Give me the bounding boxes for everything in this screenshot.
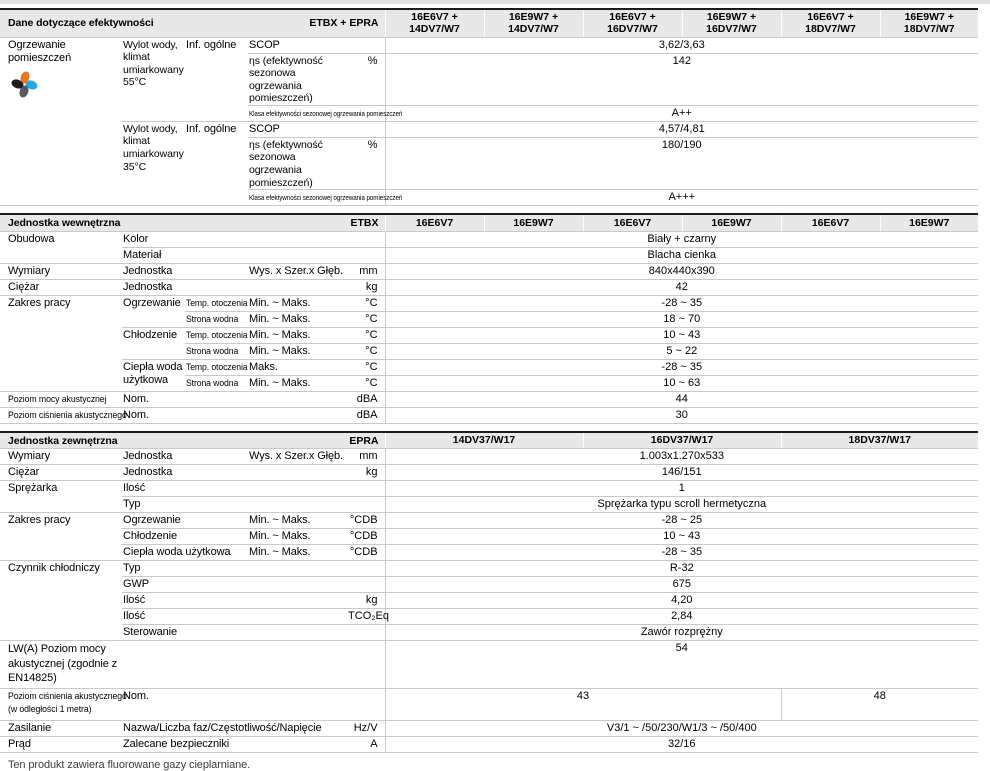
row-group-text: Poziom mocy akustycznej (8, 393, 107, 405)
unit-label: kg (348, 279, 385, 295)
value-cell: 30 (385, 407, 978, 423)
spec-label: Min. ~ Maks. (248, 545, 348, 561)
column-header (880, 9, 978, 37)
unit-label: °C (348, 295, 385, 311)
param-label: Nom. (122, 407, 348, 423)
table-row (0, 37, 978, 53)
column-header-line2: 18DV7/W7 (903, 23, 955, 36)
spec-label: Wys. x Szer.x Głęb. (248, 449, 348, 465)
row-group-label: Wymiary (0, 449, 122, 465)
param-label: Ilość (122, 481, 385, 497)
param-label: ηs (efektywność sezonowa ogrzewania pomieszczeń) (248, 53, 348, 105)
series-label: ETBX (248, 214, 385, 231)
value-cell: 10 ~ 43 (385, 529, 978, 545)
row-group-label: Zakres pracy (0, 513, 122, 561)
value-cell: V3/1 ~ /50/230/W1/3 ~ /50/400 (385, 721, 978, 737)
column-header: 16E6V7 (583, 214, 682, 231)
unit-label: dBA (348, 391, 385, 407)
column-header: 16DV37/W17 (583, 432, 781, 449)
param-label-text: Klasa efektywności sezonowej ogrzewania pomieszczeń (249, 108, 403, 118)
value-cell: -28 ~ 35 (385, 545, 978, 561)
row-group-label: Zakres pracy (0, 295, 122, 391)
param-label (185, 311, 248, 327)
param-label: SCOP (248, 121, 385, 137)
column-header-line1: 16E6V7 + (411, 10, 458, 23)
param-label: Typ (122, 561, 385, 577)
condition-label: Wylot wody, klimat umiarkowany 35°C (122, 121, 185, 205)
value-cell: 1.003x1.270x533 (385, 449, 978, 465)
value-cell: A+++ (385, 190, 978, 206)
column-header-line2: 14DV7/W7 (409, 23, 460, 36)
value-cell: 4,57/4,81 (385, 121, 978, 137)
unit-label: Hz/V (348, 721, 385, 737)
column-header-line1: 16E6V7 + (807, 10, 854, 23)
param-label: Nom. (122, 391, 348, 407)
heating-flower-icon (10, 70, 38, 98)
param-label: Jednostka (122, 279, 348, 295)
value-cell: 18 ~ 70 (385, 311, 978, 327)
value-cell: 10 ~ 43 (385, 327, 978, 343)
table-row (0, 641, 978, 689)
table-row (0, 121, 978, 137)
column-header-line1: 16E9W7 + (904, 10, 954, 23)
efficiency-section (0, 8, 978, 206)
series-label: ETBX + EPRA (248, 9, 385, 37)
table-row (0, 359, 978, 375)
row-group-label: Prąd (0, 737, 122, 753)
value-cell: 42 (385, 279, 978, 295)
value-cell: 142 (385, 53, 978, 105)
table-row (0, 231, 978, 247)
spec-label: Wys. x Szer.x Głęb. (248, 263, 348, 279)
table-row (0, 497, 978, 513)
sub-label: Ciepła woda użytkowa (122, 359, 185, 391)
column-header-line1: 16E9W7 + (508, 10, 559, 23)
unit-label: kg (348, 593, 385, 609)
param-label (185, 295, 248, 311)
param-label: Typ (122, 497, 385, 513)
param-label (185, 375, 248, 391)
table-row (0, 247, 978, 263)
table-row (0, 327, 978, 343)
param-label (248, 190, 403, 206)
outdoor-unit-table (0, 431, 978, 754)
row-group-label: Ciężar (0, 465, 122, 481)
value-cell: 675 (385, 577, 978, 593)
column-header (484, 9, 583, 37)
sub-label: Ciepła woda użytkowa (122, 545, 248, 561)
row-group-text: LW(A) Poziom mocy akustycznej (zgodnie z EN14825) (8, 643, 118, 684)
param-label (185, 327, 248, 343)
row-group-text: Poziom ciśnienia akustycznego (8, 409, 127, 421)
param-label: Ilość (122, 609, 348, 625)
row-group-label: Ciężar (0, 279, 122, 295)
section-title: Jednostka zewnętrzna (0, 432, 248, 449)
spec-label: Min. ~ Maks. (248, 311, 348, 327)
value-cell: 180/190 (385, 137, 978, 189)
row-group-subtext: (w odległości 1 metra) (8, 704, 92, 716)
param-label-text: Temp. otoczenia (186, 297, 248, 308)
unit-label: °C (348, 327, 385, 343)
column-header (583, 9, 682, 37)
column-header (682, 9, 781, 37)
unit-label: kg (348, 465, 385, 481)
value-cell: -28 ~ 25 (385, 513, 978, 529)
indoor-unit-table (0, 213, 978, 424)
unit-label: °C (348, 359, 385, 375)
param-label: Zalecane bezpieczniki (122, 737, 348, 753)
row-group-label: Zasilanie (0, 721, 122, 737)
efficiency-table (0, 8, 978, 206)
table-row (0, 545, 978, 561)
column-header-line1: 16E9W7 + (706, 10, 757, 23)
table-row (0, 263, 978, 279)
sub-label: Chłodzenie (122, 327, 185, 359)
value-cell: 4,20 (385, 593, 978, 609)
value-cell: -28 ~ 35 (385, 295, 978, 311)
value-cell: 43 (385, 689, 781, 721)
value-cell: R-32 (385, 561, 978, 577)
unit-label: °CDB (348, 529, 385, 545)
condition-label: Wylot wody, klimat umiarkowany 55°C (122, 37, 185, 121)
row-group-label: Wymiary (0, 263, 122, 279)
info-label: Inf. ogólne (185, 37, 248, 121)
param-label (185, 359, 248, 375)
table-row (0, 513, 978, 529)
value-cell: Sprężarka typu scroll hermetyczna (385, 497, 978, 513)
param-label-text: Klasa efektywności sezonowej ogrzewania pomieszczeń (249, 193, 403, 203)
param-label: ηs (efektywność sezonowa ogrzewania pomieszczeń) (248, 137, 348, 189)
column-header-line2: 16DV7/W7 (607, 23, 658, 36)
outdoor-header-row (0, 432, 978, 449)
section-title: Jednostka wewnętrzna (0, 214, 248, 231)
row-group-label: Czynnik chłodniczy (0, 561, 122, 641)
param-label: Nazwa/Liczba faz/Częstotliwość/Napięcie (122, 721, 348, 737)
column-header: 14DV37/W17 (385, 432, 583, 449)
unit-label: dBA (348, 407, 385, 423)
column-header: 16E6V7 (781, 214, 880, 231)
column-header-line1: 16E6V7 + (609, 10, 656, 23)
value-cell: 3,62/3,63 (385, 37, 978, 53)
value-cell: 32/16 (385, 737, 978, 753)
indoor-header-row (0, 214, 978, 231)
column-header: 16E9W7 (880, 214, 978, 231)
param-label-text: Temp. otoczenia (186, 329, 248, 340)
row-group-label: Sprężarka (0, 481, 122, 513)
column-header (781, 9, 880, 37)
param-label-text: Strona wodna (186, 345, 239, 356)
unit-label: mm (348, 449, 385, 465)
param-label-text: Strona wodna (186, 377, 239, 388)
table-row (0, 279, 978, 295)
section-title: Dane dotyczące efektywności (0, 9, 248, 37)
info-label: Inf. ogólne (185, 121, 248, 205)
sub-label: Ogrzewanie (122, 295, 185, 327)
table-row (0, 407, 978, 423)
sub-label: Chłodzenie (122, 529, 248, 545)
row-group-label: Obudowa (0, 231, 122, 263)
column-header: 18DV37/W17 (781, 432, 978, 449)
series-label: EPRA (248, 432, 385, 449)
table-row (0, 391, 978, 407)
unit-label: °C (348, 375, 385, 391)
unit-label: % (348, 53, 385, 105)
spec-label: Maks. (248, 359, 348, 375)
table-row (0, 625, 978, 641)
value-cell: A++ (385, 105, 978, 121)
column-header: 16E6V7 (385, 214, 484, 231)
row-group-label (0, 37, 122, 206)
row-group-label (0, 391, 122, 407)
indoor-unit-section (0, 213, 978, 424)
table-row (0, 689, 978, 721)
param-label: Jednostka (122, 263, 248, 279)
param-label (185, 343, 248, 359)
column-header-line2: 18DV7/W7 (805, 23, 856, 36)
footnote: Ten produkt zawiera fluorowane gazy cieplarniane. (8, 759, 251, 771)
efficiency-header-row (0, 9, 978, 37)
unit-label: °CDB (348, 513, 385, 529)
value-cell: -28 ~ 35 (385, 359, 978, 375)
value-cell: Blacha cienka (385, 247, 978, 263)
table-row (0, 593, 978, 609)
table-row (0, 737, 978, 753)
value-cell: 5 ~ 22 (385, 343, 978, 359)
table-row (0, 449, 978, 465)
unit-label: °C (348, 343, 385, 359)
param-label: Jednostka (122, 465, 348, 481)
value-cell: 1 (385, 481, 978, 497)
column-header: 16E9W7 (484, 214, 583, 231)
column-header: 16E9W7 (682, 214, 781, 231)
param-label: Sterowanie (122, 625, 385, 641)
table-row (0, 561, 978, 577)
param-label (248, 105, 403, 121)
row-group-label (0, 407, 127, 423)
unit-label: °C (348, 311, 385, 327)
param-label: Materiał (122, 247, 385, 263)
value-cell: 2,84 (385, 609, 978, 625)
value-cell: 54 (385, 641, 978, 689)
column-header-line2: 16DV7/W7 (706, 23, 757, 36)
spec-label: Min. ~ Maks. (248, 513, 348, 529)
value-cell: Zawór rozprężny (385, 625, 978, 641)
param-label: Ilość (122, 593, 348, 609)
param-label: GWP (122, 577, 385, 593)
param-label: Jednostka (122, 449, 248, 465)
table-row (0, 529, 978, 545)
value-cell: Biały + czarny (385, 231, 978, 247)
table-row (0, 577, 978, 593)
outdoor-unit-section (0, 431, 978, 754)
spec-label: Min. ~ Maks. (248, 529, 348, 545)
spec-label: Min. ~ Maks. (248, 295, 348, 311)
table-row (0, 481, 978, 497)
value-cell: 840x440x390 (385, 263, 978, 279)
column-header-line2: 14DV7/W7 (508, 23, 559, 36)
unit-label: TCO₂Eq (348, 609, 385, 625)
param-label-text: Temp. otoczenia (186, 361, 248, 372)
row-group-text: Ogrzewanie pomieszczeń (8, 38, 72, 64)
value-cell: 48 (781, 689, 978, 721)
table-row (0, 609, 978, 625)
value-cell: 146/151 (385, 465, 978, 481)
value-cell: 10 ~ 63 (385, 375, 978, 391)
param-label: SCOP (248, 37, 385, 53)
row-group-label (0, 641, 385, 689)
param-label-text: Strona wodna (186, 313, 239, 324)
param-label: Nom. (122, 689, 385, 721)
spec-label: Min. ~ Maks. (248, 375, 348, 391)
top-strip (0, 0, 990, 4)
table-row (0, 465, 978, 481)
row-group-label (0, 689, 127, 721)
sub-label: Ogrzewanie (122, 513, 248, 529)
unit-label: % (348, 137, 385, 189)
param-label: Kolor (122, 231, 385, 247)
value-cell: 44 (385, 391, 978, 407)
table-row (0, 295, 978, 311)
spec-label: Min. ~ Maks. (248, 327, 348, 343)
spec-label: Min. ~ Maks. (248, 343, 348, 359)
table-row (0, 721, 978, 737)
unit-label: A (348, 737, 385, 753)
row-group-text: Poziom ciśnienia akustycznego (8, 691, 127, 703)
unit-label: mm (348, 263, 385, 279)
column-header (385, 9, 484, 37)
unit-label: °CDB (348, 545, 385, 561)
